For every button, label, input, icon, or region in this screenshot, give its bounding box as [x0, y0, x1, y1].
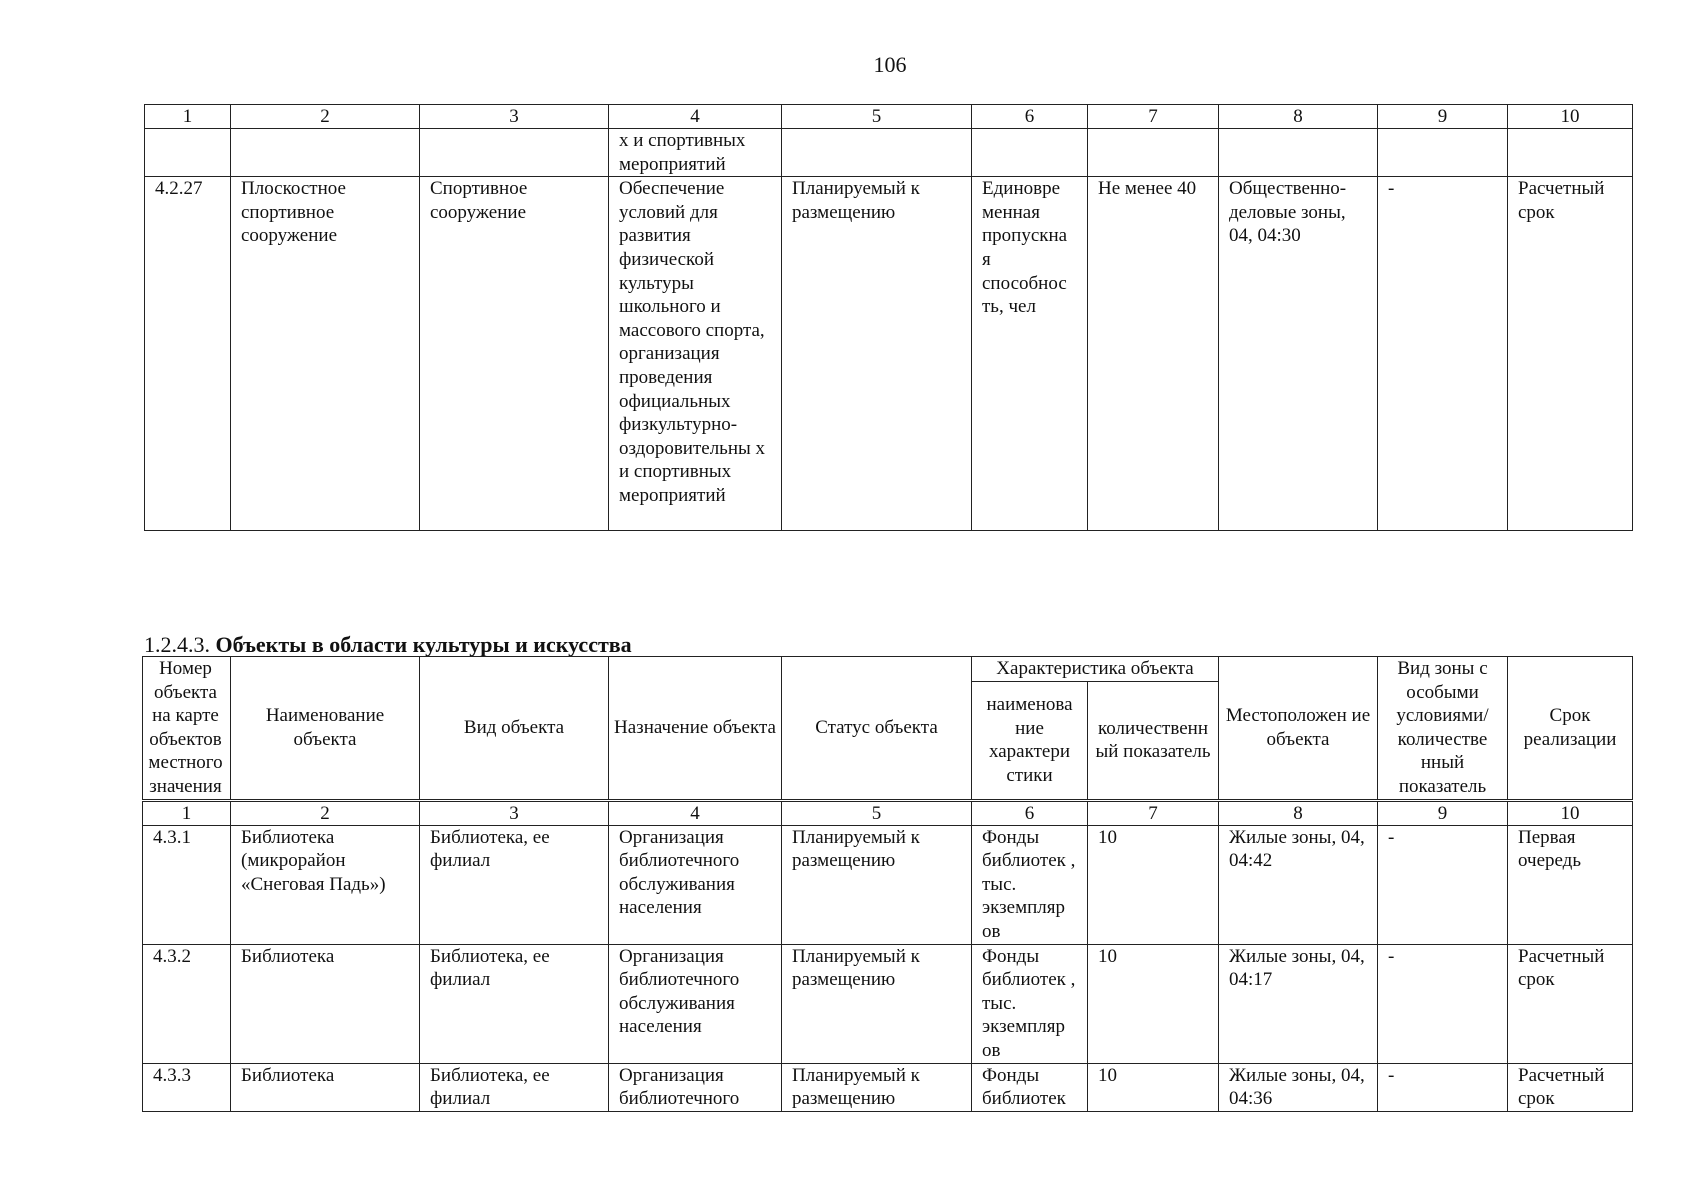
column-number: 5 [782, 800, 972, 825]
cell-location: Жилые зоны, 04, 04:17 [1219, 944, 1378, 1063]
cell-char-value: Не менее 40 [1088, 177, 1219, 531]
cell-name: Библиотека [231, 1063, 420, 1111]
cell-type: Библиотека, ее филиал [420, 1063, 609, 1111]
header-char-name: наименова ние характери стики [972, 682, 1088, 800]
cell-term: Расчетный срок [1508, 944, 1633, 1063]
column-number: 1 [145, 105, 231, 129]
header-zone: Вид зоны с особыми условиями/ количестве нный показатель [1378, 657, 1508, 801]
header-status: Статус объекта [782, 657, 972, 801]
cell-status: Планируемый к размещению [782, 177, 972, 531]
cell-char-value: 10 [1088, 825, 1219, 944]
header-char-value: количественн ый показатель [1088, 682, 1219, 800]
cell-purpose: Обеспечение условий для развития физической культуры школьного и массового спорта, организация проведения официальных физкультурно-оздоровительны х и спортивных мероприятий [609, 177, 782, 531]
continuation-row [145, 129, 1633, 177]
column-number: 1 [143, 800, 231, 825]
column-number: 8 [1219, 105, 1378, 129]
cell-num: 4.3.3 [143, 1063, 231, 1111]
cell-zone: - [1378, 944, 1508, 1063]
column-number: 8 [1219, 800, 1378, 825]
table-row [143, 944, 1633, 1063]
column-number: 10 [1508, 800, 1633, 825]
column-number: 7 [1088, 800, 1219, 825]
culture-objects-table [142, 656, 1633, 1112]
cell-name: Плоскостное спортивное сооружение [231, 177, 420, 531]
cell-char-name: Фонды библиотек , тыс. экземпляр ов [972, 825, 1088, 944]
table-row [143, 825, 1633, 944]
section-number: 1.2.4.3. [144, 632, 210, 657]
cell-location: Жилые зоны, 04, 04:42 [1219, 825, 1378, 944]
cell-name: Библиотека [231, 944, 420, 1063]
cell-char-value: 10 [1088, 944, 1219, 1063]
section-heading [144, 632, 632, 658]
cell-num: 4.3.2 [143, 944, 231, 1063]
header-name: Наименование объекта [231, 657, 420, 801]
cell-type: Библиотека, ее филиал [420, 944, 609, 1063]
header-row [143, 657, 1633, 682]
cell-zone: - [1378, 1063, 1508, 1111]
cell-purpose: х и спортивных мероприятий [609, 129, 782, 177]
cell-type: Спортивное сооружение [420, 177, 609, 531]
header-num: Номер объекта на карте объектов местного значения [143, 657, 231, 801]
column-number: 4 [609, 105, 782, 129]
cell-term: Расчетный срок [1508, 177, 1633, 531]
cell-location: Жилые зоны, 04, 04:36 [1219, 1063, 1378, 1111]
table-row [143, 1063, 1633, 1111]
cell-purpose: Организация библиотечного [609, 1063, 782, 1111]
cell-char-name: Фонды библиотек [972, 1063, 1088, 1111]
cell-char-value: 10 [1088, 1063, 1219, 1111]
column-number: 10 [1508, 105, 1633, 129]
column-number: 2 [231, 105, 420, 129]
column-number-row [145, 105, 1633, 129]
cell-status: Планируемый к размещению [782, 825, 972, 944]
column-number: 3 [420, 105, 609, 129]
section-title: Объекты в области культуры и искусства [215, 632, 632, 657]
column-number: 6 [972, 105, 1088, 129]
column-number: 9 [1378, 800, 1508, 825]
cell-status: Планируемый к размещению [782, 944, 972, 1063]
column-number: 4 [609, 800, 782, 825]
cell-zone: - [1378, 825, 1508, 944]
cell-purpose: Организация библиотечного обслуживания населения [609, 825, 782, 944]
cell-zone: - [1378, 177, 1508, 531]
column-number-row [143, 800, 1633, 825]
cell-num: 4.2.27 [145, 177, 231, 531]
cell-location: Общественно-деловые зоны, 04, 04:30 [1219, 177, 1378, 531]
column-number: 6 [972, 800, 1088, 825]
column-number: 9 [1378, 105, 1508, 129]
header-char-group: Характеристика объекта [972, 657, 1219, 682]
cell-name: Библиотека (микрорайон «Снеговая Падь») [231, 825, 420, 944]
cell-term: Первая очередь [1508, 825, 1633, 944]
header-type: Вид объекта [420, 657, 609, 801]
cell-term: Расчетный срок [1508, 1063, 1633, 1111]
header-purpose: Назначение объекта [609, 657, 782, 801]
column-number: 5 [782, 105, 972, 129]
column-number: 7 [1088, 105, 1219, 129]
column-number: 2 [231, 800, 420, 825]
header-location: Местоположен ие объекта [1219, 657, 1378, 801]
sports-objects-table [144, 104, 1633, 531]
page-number: 106 [873, 52, 907, 77]
column-number: 3 [420, 800, 609, 825]
cell-status: Планируемый к размещению [782, 1063, 972, 1111]
cell-num: 4.3.1 [143, 825, 231, 944]
cell-purpose: Организация библиотечного обслуживания населения [609, 944, 782, 1063]
cell-char-name: Фонды библиотек , тыс. экземпляр ов [972, 944, 1088, 1063]
header-term: Срок реализации [1508, 657, 1633, 801]
cell-type: Библиотека, ее филиал [420, 825, 609, 944]
table-row [145, 177, 1633, 531]
cell-char-name: Единовре менная пропускна я способнос ть, чел [972, 177, 1088, 531]
